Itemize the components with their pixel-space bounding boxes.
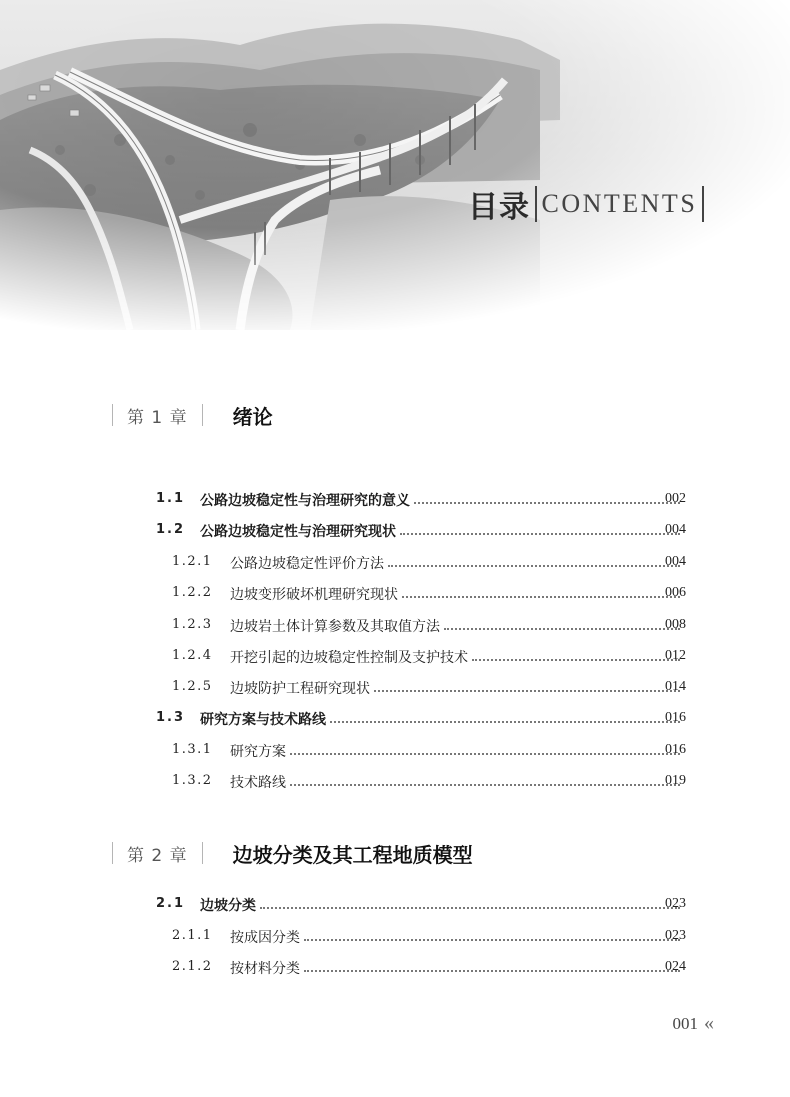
toc-number: 1.2.4	[172, 648, 213, 663]
toc-leader	[388, 565, 680, 567]
chapter-title: 绪论	[232, 404, 273, 429]
toc-number: 1.3.2	[172, 773, 213, 788]
toc-number: 2.1.1	[172, 928, 213, 943]
toc-leader	[304, 939, 680, 941]
toc-leader	[402, 596, 680, 598]
toc-leader	[400, 533, 680, 535]
chapter-title: 边坡分类及其工程地质模型	[232, 842, 473, 867]
toc-title: 边坡分类	[200, 898, 256, 914]
toc-number: 1.2.3	[172, 617, 213, 632]
toc-leader	[330, 721, 680, 723]
toc-leader	[472, 659, 680, 661]
chapter-heading	[112, 398, 273, 432]
toc-entry[interactable]	[0, 676, 790, 700]
page-folio	[673, 1012, 715, 1035]
toc-title: 边坡岩土体计算参数及其取值方法	[230, 619, 440, 635]
title-divider-end	[702, 186, 704, 222]
toc-entry[interactable]	[0, 645, 790, 669]
toc-title: 技术路线	[230, 775, 286, 791]
toc-page: 019	[665, 773, 686, 788]
toc-number: 1.2.2	[172, 585, 213, 600]
toc-title: 边坡防护工程研究现状	[230, 681, 370, 697]
toc-page: 023	[665, 896, 686, 911]
toc-title: 研究方案与技术路线	[200, 712, 326, 728]
toc-leader	[374, 690, 680, 692]
chapter-number: 第 1 章	[127, 407, 188, 428]
toc-title: 公路边坡稳定性与治理研究的意义	[200, 493, 410, 509]
contents-title-en: CONTENTS	[541, 189, 698, 218]
chapter-number: 第 2 章	[127, 845, 188, 866]
header-highway-photo	[0, 0, 790, 330]
toc-title: 按成因分类	[230, 930, 300, 946]
toc-title: 按材料分类	[230, 961, 300, 977]
toc-page: 004	[665, 554, 686, 569]
toc-entry[interactable]	[0, 707, 790, 731]
toc-entry[interactable]	[0, 739, 790, 763]
toc-page: 016	[665, 742, 686, 757]
toc-page: 024	[665, 959, 686, 974]
chapter-bar-left	[112, 404, 113, 426]
toc-page: 004	[665, 522, 686, 537]
toc-leader	[290, 784, 680, 786]
toc-entry[interactable]	[0, 614, 790, 638]
toc-leader	[290, 753, 680, 755]
toc-leader	[414, 502, 680, 504]
toc-number: 2.1.2	[172, 959, 213, 974]
toc-entry[interactable]	[0, 925, 790, 949]
chapter-bar-right	[202, 404, 203, 426]
toc-page: 016	[665, 710, 686, 725]
toc-title: 公路边坡稳定性评价方法	[230, 556, 384, 572]
toc-number: 2.1	[156, 896, 186, 911]
toc-title: 边坡变形破坏机理研究现状	[230, 587, 398, 603]
toc-title: 公路边坡稳定性与治理研究现状	[200, 524, 396, 540]
toc-number: 1.2.5	[172, 679, 213, 694]
page-mark: «	[704, 1012, 714, 1034]
toc-page: 006	[665, 585, 686, 600]
toc-entry[interactable]	[0, 551, 790, 575]
toc-entry[interactable]	[0, 488, 790, 512]
toc-title: 研究方案	[230, 744, 286, 760]
toc-leader	[444, 628, 680, 630]
chapter-heading	[112, 836, 473, 870]
toc-page: 012	[665, 648, 686, 663]
toc-entry[interactable]	[0, 770, 790, 794]
contents-title-cn: 目录	[468, 190, 530, 225]
toc-number: 1.2.1	[172, 554, 213, 569]
toc-page: 002	[665, 491, 686, 506]
toc-number: 1.3	[156, 710, 186, 725]
toc-leader	[260, 907, 680, 909]
toc-page: 023	[665, 928, 686, 943]
chapter-bar-right	[202, 842, 203, 864]
toc-number: 1.3.1	[172, 742, 213, 757]
page-number: 001	[672, 1014, 698, 1033]
toc-entry[interactable]	[0, 582, 790, 606]
toc-number: 1.2	[156, 522, 186, 537]
toc-page: 008	[665, 617, 686, 632]
toc-entry[interactable]	[0, 893, 790, 917]
toc-page: 014	[665, 679, 686, 694]
toc-title: 开挖引起的边坡稳定性控制及支护技术	[230, 650, 468, 666]
chapter-bar-left	[112, 842, 113, 864]
toc-number: 1.1	[156, 491, 186, 506]
toc-entry[interactable]	[0, 956, 790, 980]
toc-leader	[304, 970, 680, 972]
title-divider	[535, 186, 537, 222]
contents-title	[468, 184, 709, 224]
toc-entry[interactable]	[0, 519, 790, 543]
